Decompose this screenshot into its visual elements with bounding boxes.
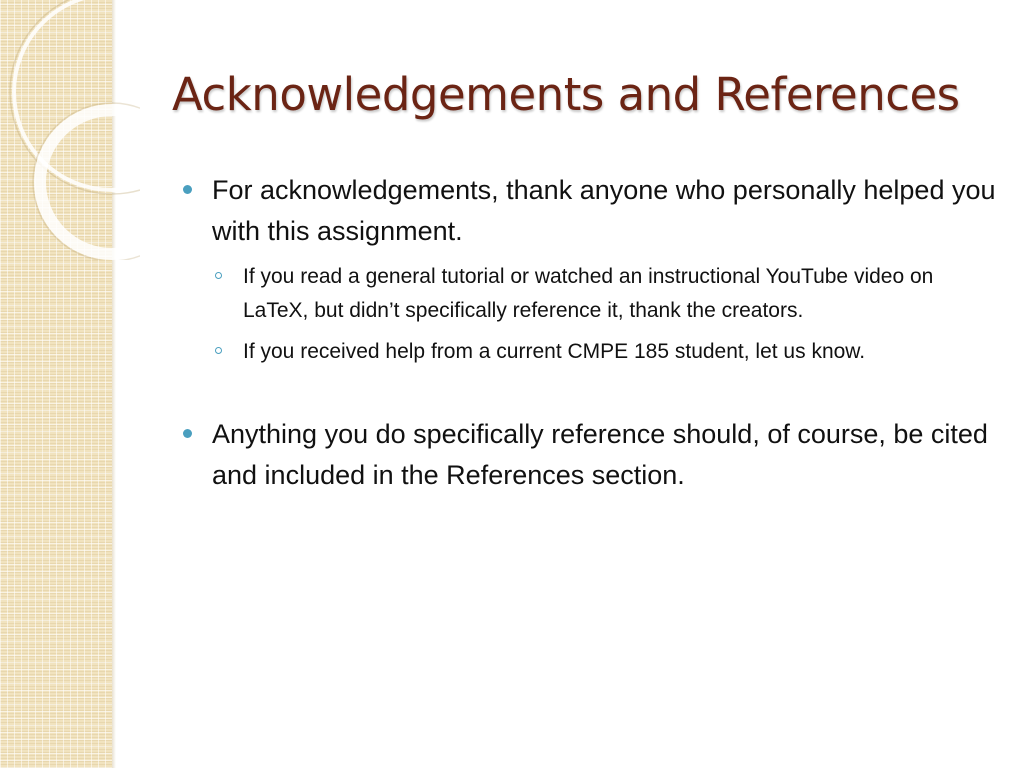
decorative-ring-large-shade — [10, 0, 140, 194]
bullet-acknowledgements — [183, 170, 998, 252]
bullet-dot-icon — [183, 429, 192, 438]
decorative-ring-small — [40, 110, 140, 254]
decorative-rings — [0, 0, 140, 260]
slide-title: Acknowledgements and References — [172, 68, 960, 121]
bullet-dot-icon — [183, 185, 192, 194]
decorative-ring-small-shade — [33, 103, 140, 260]
bullet-text: Anything you do specifically reference should, of course, be cited and included in the References section. — [212, 419, 988, 490]
bullet-spacer — [183, 376, 998, 414]
bullet-references — [183, 414, 998, 496]
bullet-text: For acknowledgements, thank anyone who personally helped you with this assignment. — [212, 175, 996, 246]
sub-bullet-list — [211, 260, 998, 369]
sub-bullet-student-help — [211, 335, 998, 369]
slide-body — [183, 170, 998, 496]
sub-bullet-ring-icon — [215, 272, 222, 279]
sub-bullet-ring-icon — [215, 347, 222, 354]
sub-bullet-text: If you received help from a current CMPE 185 student, let us know. — [243, 340, 866, 363]
sub-bullet-tutorial — [211, 260, 998, 328]
sub-bullet-text: If you read a general tutorial or watched an instructional YouTube video on LaTeX, but didn’t specifically reference it, thank the creators. — [243, 265, 934, 322]
